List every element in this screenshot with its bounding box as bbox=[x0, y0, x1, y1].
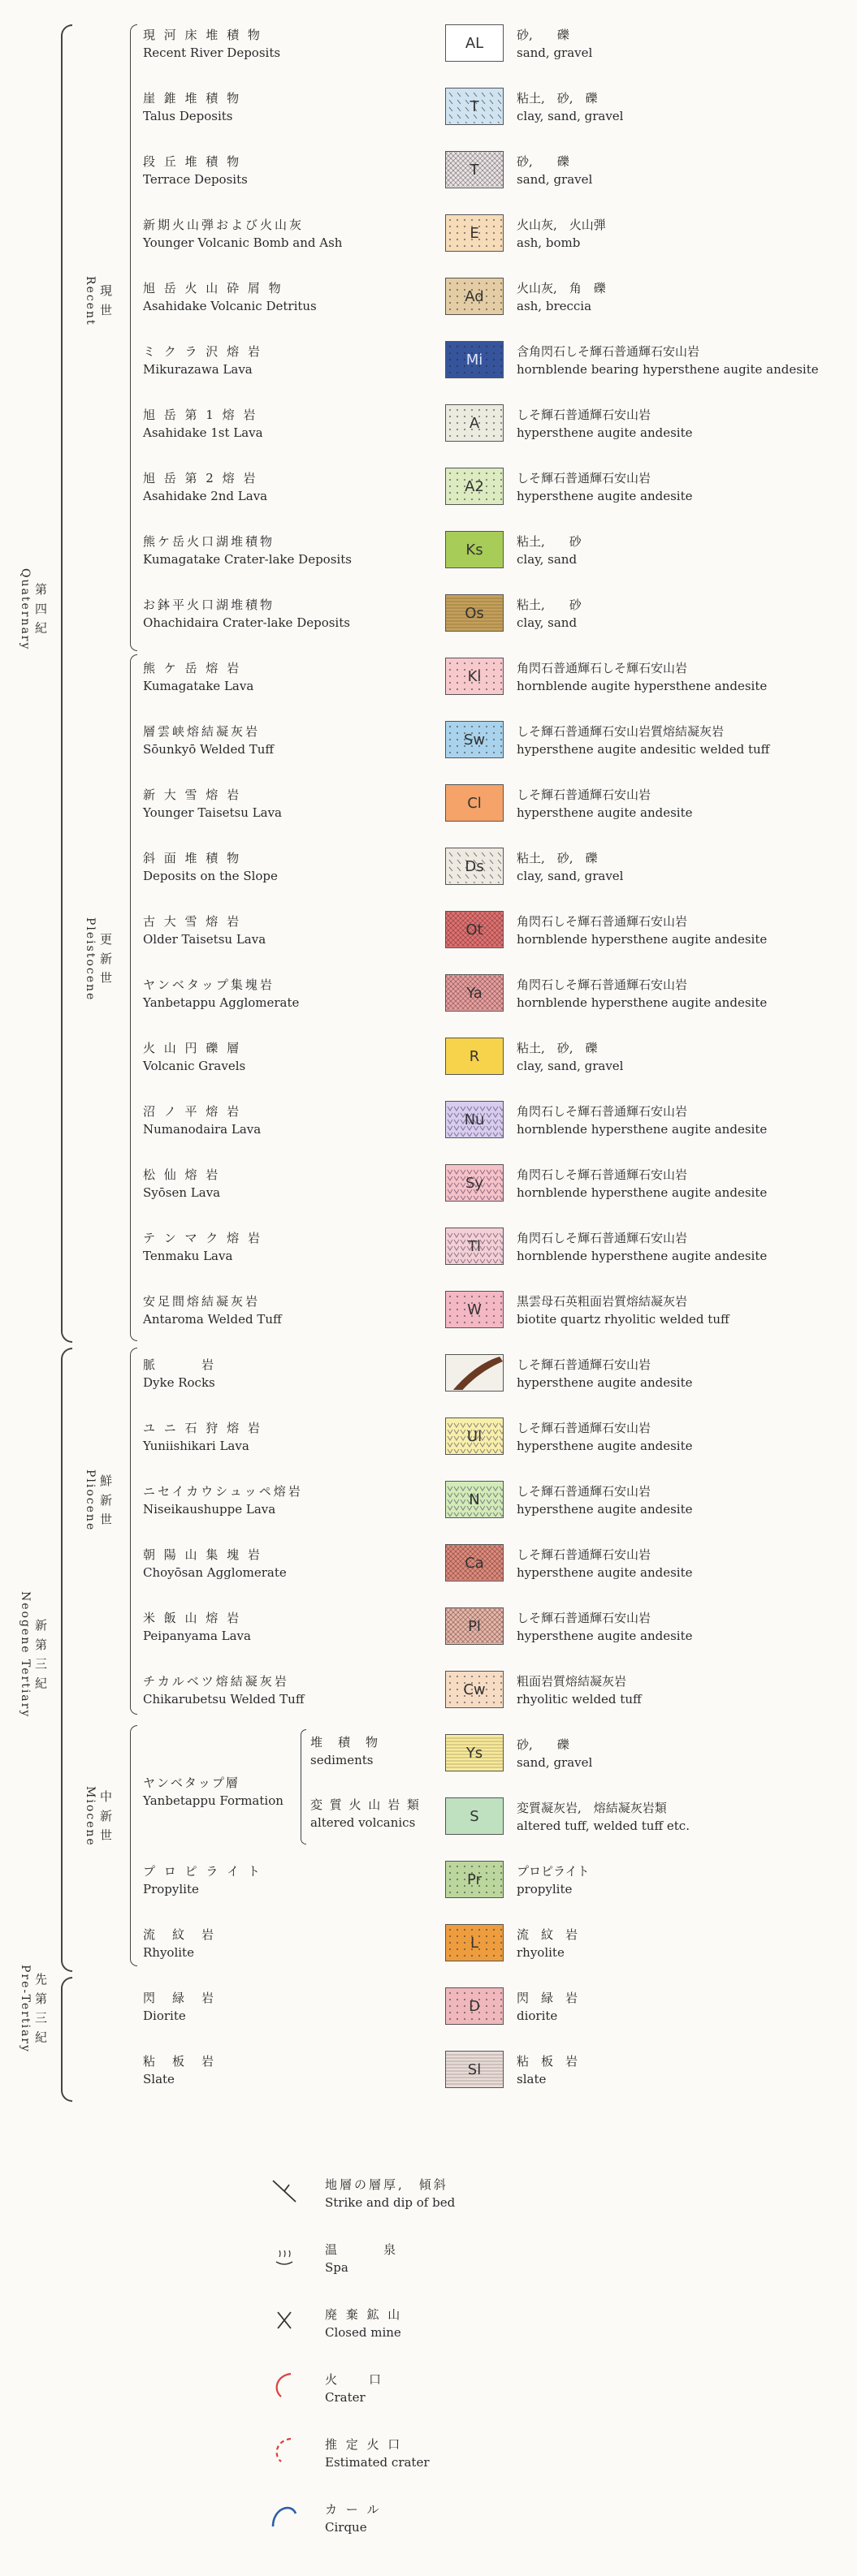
unit-description-en: hypersthene augite andesite bbox=[517, 1375, 693, 1390]
map-symbol-label-en: Spa bbox=[325, 2260, 348, 2275]
unit-description-en: altered tuff, welded tuff etc. bbox=[517, 1819, 690, 1833]
unit-name-ja: 安足間熔結凝灰岩 bbox=[143, 1294, 261, 1309]
unit-description-ja: 粘土, 砂, 礫 bbox=[517, 851, 598, 865]
unit-name-ja: 新 大 雪 熔 岩 bbox=[143, 787, 242, 802]
unit-description-ja: 粘 板 岩 bbox=[517, 2054, 578, 2069]
unit-symbol: A bbox=[469, 414, 480, 432]
neogene-brace bbox=[61, 1348, 72, 1972]
unit-swatch bbox=[445, 1924, 504, 1961]
unit-description bbox=[517, 533, 582, 568]
unit-description bbox=[517, 343, 819, 378]
unit-description bbox=[517, 1862, 590, 1898]
unit-name bbox=[143, 1102, 261, 1138]
unit-name-en: Numanodaira Lava bbox=[143, 1122, 262, 1137]
unit-name bbox=[143, 406, 263, 442]
unit-description bbox=[517, 1926, 578, 1961]
unit-name-en: Asahidake 2nd Lava bbox=[143, 489, 268, 503]
map-symbol-label bbox=[325, 2500, 382, 2536]
unit-description-ja: 粘土, 砂, 礫 bbox=[517, 1041, 598, 1055]
unit-description-en: clay, sand bbox=[517, 552, 578, 567]
unit-name bbox=[143, 1166, 220, 1202]
unit-name bbox=[143, 1926, 216, 1961]
unit-name-en: Younger Volcanic Bomb and Ash bbox=[143, 235, 343, 250]
unit-description-en: slate bbox=[517, 2072, 547, 2086]
unit-swatch bbox=[445, 1481, 504, 1518]
unit-name-en: Chikarubetsu Welded Tuff bbox=[143, 1692, 305, 1707]
unit-symbol: Ks bbox=[465, 541, 483, 559]
unit-description-en: clay, sand, gravel bbox=[517, 1059, 624, 1073]
unit-description-en: propylite bbox=[517, 1882, 573, 1896]
unit-description bbox=[517, 1672, 642, 1708]
unit-swatch bbox=[445, 404, 504, 442]
unit-name-en: Propylite bbox=[143, 1882, 199, 1896]
unit-description-en: sand, gravel bbox=[517, 45, 593, 60]
unit-description-en: hornblende hypersthene augite andesite bbox=[517, 1249, 768, 1263]
map-symbol-label bbox=[325, 2176, 455, 2211]
yanbetappu-formation-name: ヤンベタップ層 Yanbetappu Formation bbox=[143, 1776, 284, 1808]
unit-description-ja: 砂, 礫 bbox=[517, 1737, 569, 1752]
unit-name-ja: 米 飯 山 熔 岩 bbox=[143, 1611, 242, 1625]
unit-name-ja: 熊 ケ 岳 熔 岩 bbox=[143, 661, 242, 675]
map-symbol-label bbox=[325, 2306, 402, 2341]
unit-name bbox=[143, 533, 352, 568]
pretertiary-brace bbox=[61, 1977, 72, 2102]
unit-description-en: diorite bbox=[517, 2009, 558, 2023]
unit-symbol: Ya bbox=[466, 984, 483, 1002]
unit-name-en: Older Taisetsu Lava bbox=[143, 932, 266, 947]
unit-name-ja: プ ロ ピ ラ イ ト bbox=[143, 1864, 262, 1879]
unit-name bbox=[143, 596, 350, 632]
unit-name bbox=[143, 849, 278, 885]
unit-symbol: Ca bbox=[465, 1554, 484, 1572]
unit-description-en: sand, gravel bbox=[517, 1755, 593, 1770]
unit-name-ja: 崖 錐 堆 積 物 bbox=[143, 91, 242, 106]
unit-symbol: A2 bbox=[465, 477, 484, 495]
unit-symbol: AL bbox=[465, 34, 484, 52]
unit-description bbox=[517, 1546, 693, 1581]
unit-description-ja: 粗面岩質熔結凝灰岩 bbox=[517, 1674, 627, 1689]
unit-symbol: T bbox=[470, 97, 479, 115]
unit-swatch bbox=[445, 468, 504, 505]
unit-description-ja: しそ輝石普通輝石安山岩 bbox=[517, 787, 651, 802]
unit-swatch bbox=[445, 1354, 504, 1392]
unit-swatch bbox=[445, 1607, 504, 1645]
unit-name-en: Recent River Deposits bbox=[143, 45, 281, 60]
unit-symbol: S bbox=[470, 1807, 479, 1825]
unit-name-ja: テ ン マ ク 熔 岩 bbox=[143, 1231, 262, 1245]
unit-description-ja: 砂, 礫 bbox=[517, 154, 569, 169]
unit-description-ja: しそ輝石普通輝石安山岩 bbox=[517, 1421, 651, 1435]
unit-name-ja: チカルベツ熔結凝灰岩 bbox=[143, 1674, 289, 1689]
epoch-pliocene: 鮮 新 世 Pliocene bbox=[84, 1469, 113, 1532]
unit-name-ja: 旭 岳 第 2 熔 岩 bbox=[143, 471, 258, 485]
unit-description-ja: 含角閃石しそ輝石普通輝石安山岩 bbox=[517, 344, 700, 359]
unit-name-ja: 閃 緑 岩 bbox=[143, 1991, 217, 2005]
unit-description-en: hornblende hypersthene augite andesite bbox=[517, 932, 768, 947]
unit-name bbox=[143, 153, 248, 188]
unit-name bbox=[143, 26, 280, 62]
unit-swatch bbox=[445, 1987, 504, 2025]
unit-symbol: Kl bbox=[467, 667, 482, 685]
unit-name bbox=[143, 1989, 216, 2025]
unit-description bbox=[517, 26, 592, 62]
unit-swatch bbox=[445, 848, 504, 885]
unit-name-en: Ohachidaira Crater-lake Deposits bbox=[143, 615, 350, 630]
unit-name-en: Volcanic Gravels bbox=[143, 1059, 246, 1073]
unit-name-ja: 旭 岳 火 山 砕 屑 物 bbox=[143, 281, 284, 296]
unit-name-ja: 旭 岳 第 1 熔 岩 bbox=[143, 408, 258, 422]
unit-name-en: Deposits on the Slope bbox=[143, 869, 278, 883]
unit-name-ja: ユ ニ 石 狩 熔 岩 bbox=[143, 1421, 262, 1435]
unit-name-en: Younger Taisetsu Lava bbox=[143, 805, 282, 820]
unit-name bbox=[143, 1039, 245, 1075]
unit-name-en: Choyōsan Agglomerate bbox=[143, 1565, 287, 1580]
unit-name-ja: ニセイカウシュッペ熔岩 bbox=[143, 1484, 303, 1499]
era-pretertiary: 先 第 三 紀 Pre-Tertiary bbox=[19, 1965, 48, 2053]
unit-name-en: Kumagatake Crater-lake Deposits bbox=[143, 552, 352, 567]
pliocene-brace bbox=[130, 1348, 137, 1715]
unit-name-ja: 粘 板 岩 bbox=[143, 2054, 217, 2069]
unit-description-ja: 砂, 礫 bbox=[517, 28, 569, 42]
unit-name-ja: 段 丘 堆 積 物 bbox=[143, 154, 242, 169]
unit-description bbox=[517, 723, 769, 758]
unit-name-ja: ヤンベタップ集塊岩 bbox=[143, 977, 275, 992]
unit-name-ja: 火 山 円 礫 層 bbox=[143, 1041, 242, 1055]
unit-name bbox=[143, 216, 342, 252]
unit-name bbox=[143, 279, 317, 315]
map-symbol-label-en: Strike and dip of bed bbox=[325, 2195, 456, 2210]
unit-description-ja: プロピライト bbox=[517, 1864, 590, 1879]
unit-name bbox=[143, 1419, 262, 1455]
unit-swatch bbox=[445, 278, 504, 315]
unit-name-en: Antaroma Welded Tuff bbox=[143, 1312, 282, 1327]
unit-swatch bbox=[445, 721, 504, 758]
unit-description-ja: しそ輝石普通輝石安山岩 bbox=[517, 408, 651, 422]
unit-symbol: Tl bbox=[468, 1237, 481, 1255]
unit-description bbox=[517, 89, 623, 125]
unit-name bbox=[143, 1292, 282, 1328]
unit-description bbox=[517, 786, 693, 822]
unit-description-en: hypersthene augite andesite bbox=[517, 805, 693, 820]
unit-name bbox=[143, 1862, 262, 1898]
cirque-icon bbox=[268, 2499, 301, 2531]
unit-description-ja: 角閃石普通輝石しそ輝石安山岩 bbox=[517, 661, 688, 675]
unit-swatch bbox=[445, 24, 504, 62]
unit-symbol: D bbox=[469, 1997, 480, 2015]
unit-description-en: hornblende hypersthene augite andesite bbox=[517, 995, 768, 1010]
unit-description-en: hypersthene augite andesite bbox=[517, 1502, 693, 1517]
unit-name-ja: 朝 陽 山 集 塊 岩 bbox=[143, 1547, 262, 1562]
unit-name bbox=[143, 659, 253, 695]
unit-name-en: Asahidake 1st Lava bbox=[143, 425, 263, 440]
unit-description-ja: しそ輝石普通輝石安山岩 bbox=[517, 1484, 651, 1499]
unit-description bbox=[517, 1736, 592, 1771]
unit-description bbox=[517, 2052, 578, 2088]
unit-name-ja: 斜 面 堆 積 物 bbox=[143, 851, 242, 865]
unit-swatch bbox=[445, 1861, 504, 1898]
unit-swatch bbox=[445, 594, 504, 632]
unit-name bbox=[143, 1609, 251, 1645]
unit-description bbox=[517, 849, 623, 885]
unit-name-en: Niseikaushuppe Lava bbox=[143, 1502, 276, 1517]
unit-symbol: L bbox=[470, 1934, 479, 1952]
unit-name-en: Sōunkyō Welded Tuff bbox=[143, 742, 275, 757]
unit-description-en: hornblende hypersthene augite andesite bbox=[517, 1185, 768, 1200]
pleistocene-brace bbox=[130, 654, 137, 1341]
unit-symbol: Pl bbox=[468, 1617, 481, 1635]
unit-description-en: ash, bomb bbox=[517, 235, 581, 250]
unit-description bbox=[517, 216, 606, 252]
unit-symbol: Os bbox=[465, 604, 484, 622]
unit-swatch bbox=[445, 1228, 504, 1265]
unit-swatch bbox=[445, 1038, 504, 1075]
unit-swatch bbox=[445, 1671, 504, 1708]
unit-swatch bbox=[445, 1797, 504, 1835]
unit-symbol: Ad bbox=[465, 287, 484, 305]
unit-description bbox=[517, 1039, 623, 1075]
unit-symbol: E bbox=[470, 224, 479, 242]
unit-name-ja: お鉢平火口湖堆積物 bbox=[143, 598, 275, 612]
unit-description-en: rhyolite bbox=[517, 1945, 565, 1960]
unit-description-en: clay, sand bbox=[517, 615, 578, 630]
unit-description-ja: しそ輝石普通輝石安山岩 bbox=[517, 1611, 651, 1625]
unit-name-en: Yanbetappu Agglomerate bbox=[143, 995, 300, 1010]
unit-description-en: rhyolitic welded tuff bbox=[517, 1692, 642, 1707]
unit-description-ja: 角閃石しそ輝石普通輝石安山岩 bbox=[517, 914, 688, 929]
unit-description-ja: しそ輝石普通輝石安山岩 bbox=[517, 471, 651, 485]
unit-name bbox=[143, 786, 282, 822]
unit-swatch bbox=[445, 784, 504, 822]
unit-description bbox=[517, 1419, 693, 1455]
map-symbol-label-en: Closed mine bbox=[325, 2325, 401, 2340]
unit-name-ja: 沼 ノ 平 熔 岩 bbox=[143, 1104, 242, 1119]
unit-swatch bbox=[445, 341, 504, 378]
unit-symbol: Ul bbox=[466, 1427, 483, 1445]
unit-symbol: Nu bbox=[464, 1111, 485, 1128]
unit-name-en: Peipanyama Lava bbox=[143, 1629, 251, 1643]
unit-swatch bbox=[445, 214, 504, 252]
unit-name-en: Dyke Rocks bbox=[143, 1375, 215, 1390]
unit-swatch bbox=[445, 1101, 504, 1138]
unit-swatch bbox=[445, 2051, 504, 2088]
unit-name-ja: 流 紋 岩 bbox=[143, 1927, 217, 1942]
epoch-pleistocene: 更 新 世 Pleistocene bbox=[84, 917, 113, 1002]
unit-description-en: clay, sand, gravel bbox=[517, 109, 624, 123]
era-neogene: 新 第 三 紀 Neogene Tertiary bbox=[19, 1591, 48, 1719]
unit-symbol: Ot bbox=[465, 921, 483, 938]
unit-name-ja: 脈 岩 bbox=[143, 1357, 217, 1372]
unit-description bbox=[517, 1166, 767, 1202]
unit-name-ja: 古 大 雪 熔 岩 bbox=[143, 914, 242, 929]
unit-description bbox=[517, 1482, 693, 1518]
map-symbol-label-ja: 推 定 火 口 bbox=[325, 2437, 403, 2452]
unit-description-ja: 粘土, 砂, 礫 bbox=[517, 91, 598, 106]
unit-description-ja: しそ輝石普通輝石安山岩 bbox=[517, 1357, 651, 1372]
unit-description bbox=[517, 1356, 693, 1392]
map-symbol-label-en: Crater bbox=[325, 2390, 366, 2405]
unit-name-ja: 松 仙 熔 岩 bbox=[143, 1167, 221, 1182]
unit-symbol: W bbox=[467, 1301, 482, 1318]
unit-description bbox=[517, 976, 767, 1012]
map-symbol-label-ja: 廃 棄 鉱 山 bbox=[325, 2307, 403, 2322]
unit-description bbox=[517, 913, 767, 948]
unit-symbol: Ys bbox=[465, 1744, 483, 1762]
unit-description-ja: 角閃石しそ輝石普通輝石安山岩 bbox=[517, 1104, 688, 1119]
unit-description-en: hornblende hypersthene augite andesite bbox=[517, 1122, 768, 1137]
unit-name bbox=[143, 723, 274, 758]
unit-description bbox=[517, 659, 767, 695]
unit-description-ja: 角閃石しそ輝石普通輝石安山岩 bbox=[517, 1167, 688, 1182]
unit-description-ja: 流 紋 岩 bbox=[517, 1927, 578, 1942]
map-symbol-label bbox=[325, 2371, 383, 2406]
unit-description-ja: 黒雲母石英粗面岩質熔結凝灰岩 bbox=[517, 1294, 688, 1309]
unit-swatch bbox=[445, 151, 504, 188]
unit-name bbox=[143, 469, 267, 505]
unit-swatch bbox=[445, 658, 504, 695]
unit-description-en: sand, gravel bbox=[517, 172, 593, 187]
unit-description-en: hypersthene augite andesitic welded tuff bbox=[517, 742, 770, 757]
unit-description-ja: 閃 緑 岩 bbox=[517, 1991, 578, 2005]
unit-description-ja: 角閃石しそ輝石普通輝石安山岩 bbox=[517, 1231, 688, 1245]
unit-description-ja: 角閃石しそ輝石普通輝石安山岩 bbox=[517, 977, 688, 992]
unit-description-ja: 粘土, 砂 bbox=[517, 598, 582, 612]
unit-name-ja: 層雲峡熔結凝灰岩 bbox=[143, 724, 261, 739]
unit-symbol: Sl bbox=[467, 2060, 482, 2078]
unit-description bbox=[517, 1292, 729, 1328]
unit-swatch bbox=[445, 1544, 504, 1581]
unit-name bbox=[143, 1482, 303, 1518]
unit-name-ja: 新期火山弾および火山灰 bbox=[143, 218, 305, 232]
unit-symbol: Cw bbox=[463, 1681, 486, 1698]
unit-description-en: hypersthene augite andesite bbox=[517, 1565, 693, 1580]
unit-symbol: T bbox=[470, 161, 479, 179]
closed-mine-icon bbox=[268, 2304, 301, 2337]
epoch-miocene: 中 新 世 Miocene bbox=[84, 1786, 113, 1847]
estimated-crater-icon bbox=[268, 2434, 301, 2466]
unit-swatch bbox=[445, 974, 504, 1012]
unit-symbol: Ds bbox=[465, 857, 484, 875]
unit-swatch bbox=[445, 1291, 504, 1328]
unit-name bbox=[143, 1546, 287, 1581]
unit-name-en: Diorite bbox=[143, 2009, 186, 2023]
quaternary-brace bbox=[61, 24, 72, 1343]
unit-description-ja: しそ輝石普通輝石安山岩質熔結凝灰岩 bbox=[517, 724, 725, 739]
map-symbol-label bbox=[325, 2241, 398, 2276]
unit-description-en: ash, breccia bbox=[517, 299, 592, 313]
unit-description bbox=[517, 469, 693, 505]
unit-name bbox=[143, 89, 241, 125]
unit-description bbox=[517, 279, 606, 315]
unit-symbol: N bbox=[469, 1491, 480, 1508]
map-symbol-label-ja: 地層の層厚, 傾斜 bbox=[325, 2177, 448, 2192]
unit-description-ja: 変質凝灰岩, 熔結凝灰岩類 bbox=[517, 1801, 667, 1815]
unit-name-en: Tenmaku Lava bbox=[143, 1249, 233, 1263]
unit-description-en: hypersthene augite andesite bbox=[517, 425, 693, 440]
unit-name bbox=[143, 2052, 216, 2088]
strike-dip-icon bbox=[268, 2174, 301, 2207]
unit-name-en: Rhyolite bbox=[143, 1945, 194, 1960]
unit-description-en: biotite quartz rhyolitic welded tuff bbox=[517, 1312, 729, 1327]
recent-brace bbox=[130, 24, 137, 651]
unit-description-en: hornblende augite hypersthene andesite bbox=[517, 679, 768, 693]
unit-name-en: Yuniishikari Lava bbox=[143, 1439, 249, 1453]
map-symbol-label-en: Cirque bbox=[325, 2520, 367, 2535]
unit-description-ja: 火山灰, 火山弾 bbox=[517, 218, 606, 232]
unit-description bbox=[517, 406, 693, 442]
unit-description-ja: 粘土, 砂 bbox=[517, 534, 582, 549]
unit-name bbox=[143, 1672, 304, 1708]
unit-name-en: Kumagatake Lava bbox=[143, 679, 254, 693]
unit-name bbox=[143, 1229, 262, 1265]
yanbetappu-sediments: 堆 積 物 sediments bbox=[310, 1735, 380, 1767]
unit-name bbox=[143, 976, 299, 1012]
unit-description-ja: 火山灰, 角 礫 bbox=[517, 281, 606, 296]
unit-name-en: Asahidake Volcanic Detritus bbox=[143, 299, 317, 313]
unit-description-en: hypersthene augite andesite bbox=[517, 1439, 693, 1453]
unit-description-ja: しそ輝石普通輝石安山岩 bbox=[517, 1547, 651, 1562]
unit-symbol: Mi bbox=[465, 351, 483, 369]
unit-description bbox=[517, 1609, 693, 1645]
unit-symbol: R bbox=[469, 1047, 480, 1065]
unit-name-en: Terrace Deposits bbox=[143, 172, 248, 187]
unit-swatch bbox=[445, 531, 504, 568]
miocene-brace bbox=[130, 1725, 137, 1966]
unit-symbol: Cl bbox=[467, 794, 482, 812]
unit-name-ja: ミ ク ラ 沢 熔 岩 bbox=[143, 344, 262, 359]
map-symbol-label-ja: カ ー ル bbox=[325, 2502, 382, 2517]
map-symbol-label bbox=[325, 2436, 430, 2471]
unit-symbol: Pr bbox=[467, 1871, 482, 1888]
unit-swatch bbox=[445, 1417, 504, 1455]
map-symbol-label-ja: 火 口 bbox=[325, 2372, 384, 2387]
yanbetappu-altered-volcanics: 変 質 火 山 岩 類 altered volcanics bbox=[310, 1797, 421, 1830]
unit-description bbox=[517, 1102, 767, 1138]
unit-name-ja: 熊ケ岳火口湖堆積物 bbox=[143, 534, 275, 549]
unit-symbol: Sy bbox=[465, 1174, 484, 1192]
era-quaternary: 第 四 紀 Quaternary bbox=[19, 568, 48, 651]
unit-name bbox=[143, 913, 266, 948]
unit-description-en: hypersthene augite andesite bbox=[517, 489, 693, 503]
unit-swatch bbox=[445, 1734, 504, 1771]
unit-name-en: Slate bbox=[143, 2072, 175, 2086]
unit-description bbox=[517, 596, 582, 632]
unit-description bbox=[517, 1989, 578, 2025]
epoch-recent: 現 世 Recent bbox=[84, 276, 113, 326]
map-symbol-label-en: Estimated crater bbox=[325, 2455, 430, 2470]
unit-name bbox=[143, 343, 262, 378]
unit-symbol: Sw bbox=[463, 731, 486, 749]
unit-name-en: Talus Deposits bbox=[143, 109, 233, 123]
unit-swatch bbox=[445, 88, 504, 125]
unit-name-en: Mikurazawa Lava bbox=[143, 362, 253, 377]
unit-description bbox=[517, 1799, 690, 1835]
yanbetappu-brace bbox=[301, 1729, 306, 1845]
crater-icon bbox=[268, 2369, 301, 2401]
unit-name-ja: 現 河 床 堆 積 物 bbox=[143, 28, 262, 42]
unit-name-en: Syōsen Lava bbox=[143, 1185, 221, 1200]
unit-description-en: hornblende bearing hypersthene augite andesite bbox=[517, 362, 819, 377]
unit-name bbox=[143, 1356, 216, 1392]
unit-swatch bbox=[445, 1164, 504, 1202]
spa-icon bbox=[268, 2239, 301, 2272]
unit-description bbox=[517, 153, 592, 188]
unit-swatch bbox=[445, 911, 504, 948]
unit-description-en: hypersthene augite andesite bbox=[517, 1629, 693, 1643]
unit-description-en: clay, sand, gravel bbox=[517, 869, 624, 883]
unit-description bbox=[517, 1229, 767, 1265]
map-symbol-label-ja: 温 泉 bbox=[325, 2242, 399, 2257]
